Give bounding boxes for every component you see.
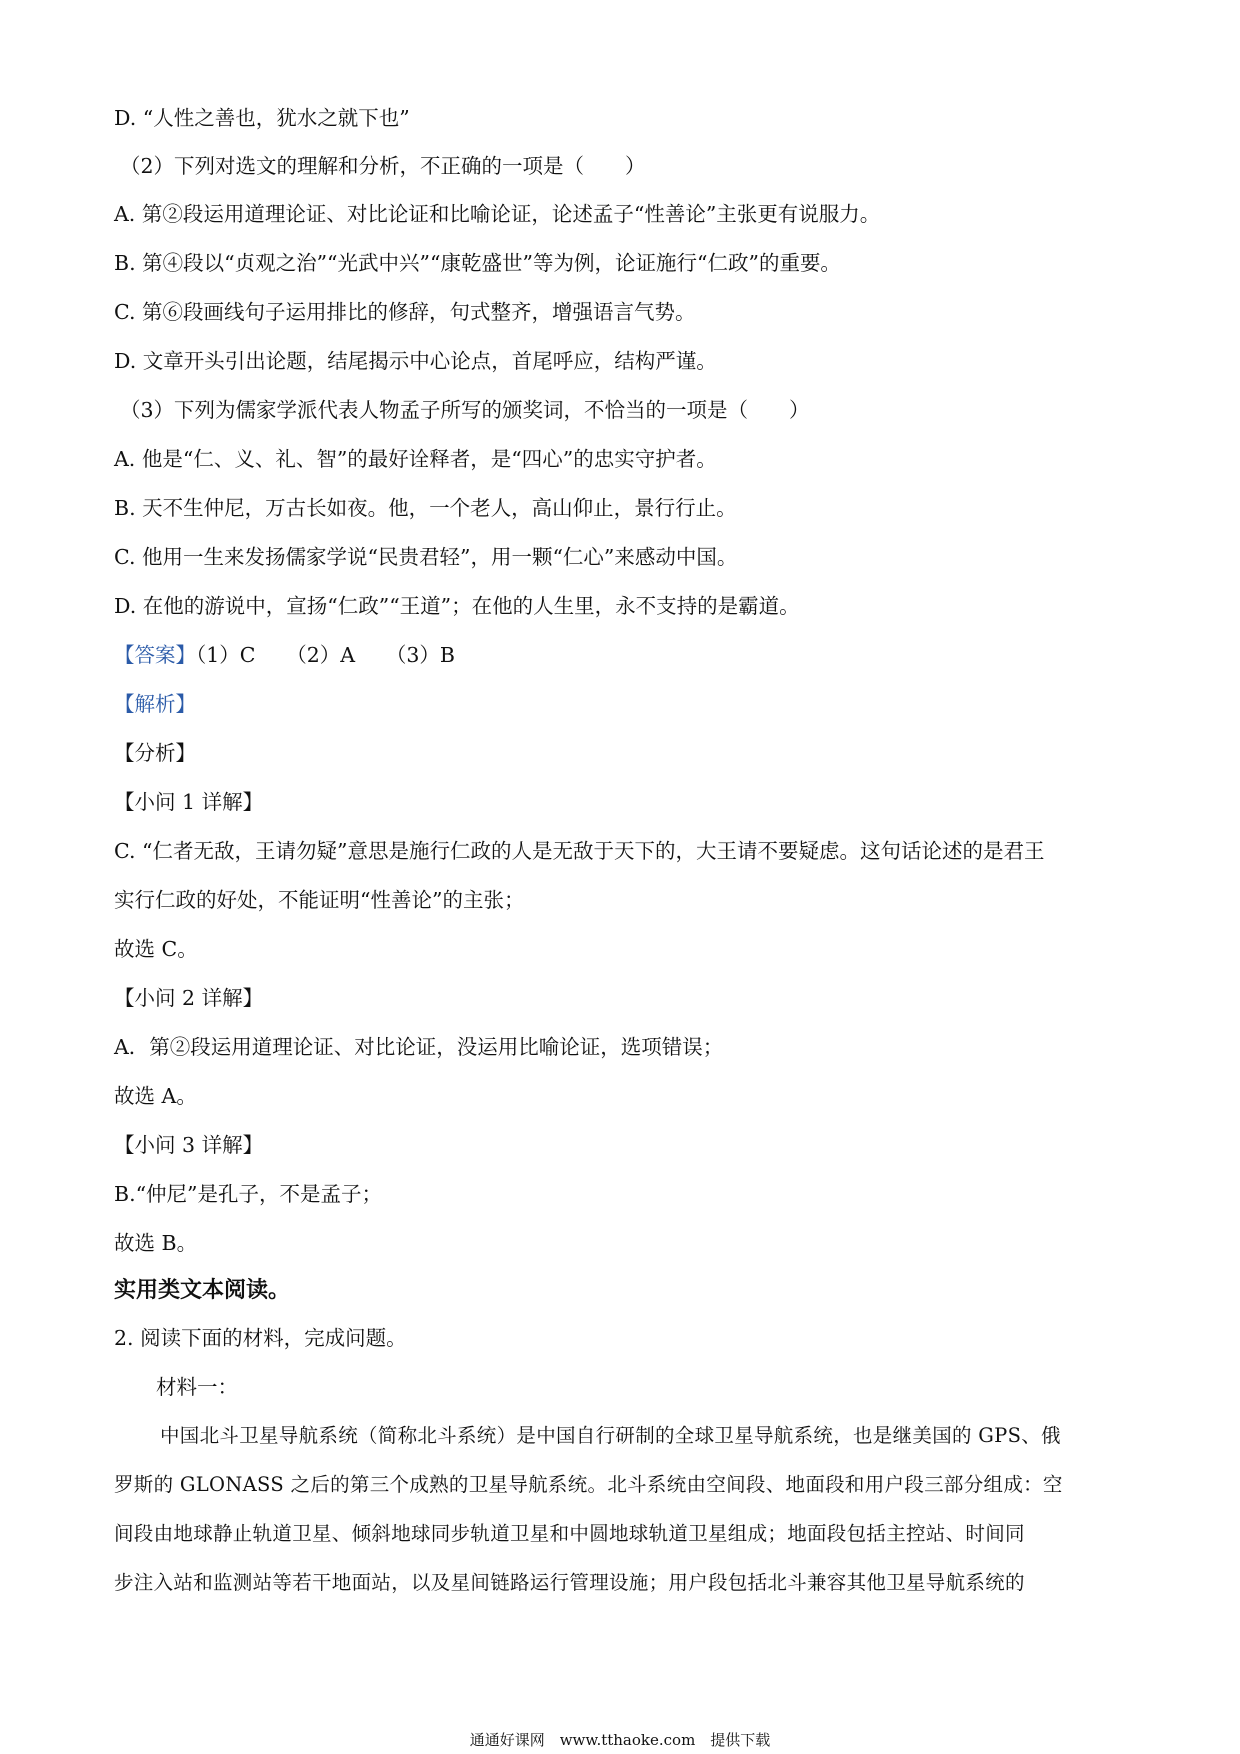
q3-stem: （3）下列为儒家学派代表人物孟子所写的颁奖词，不恰当的一项是（ ） — [120, 398, 810, 422]
q1-option-d: D. “人性之善也，犹水之就下也” — [114, 106, 410, 130]
material-line: 间段由地球静止轨道卫星、倾斜地球同步轨道卫星和中圆地球轨道卫星组成；地面段包括主控站、时间同 — [114, 1522, 1025, 1545]
answer-line — [114, 641, 1140, 669]
q2-stem: （2）下列对选文的理解和分析，不正确的一项是（ ） — [120, 154, 646, 178]
analysis-tag: 【解析】 — [114, 692, 196, 716]
material-label: 材料一： — [156, 1375, 238, 1399]
q2-option-a: A. 第②段运用道理论证、对比论证和比喻论证，论述孟子“性善论”主张更有说服力。 — [114, 202, 881, 226]
material-line: 罗斯的 GLONASS 之后的第三个成熟的卫星导航系统。北斗系统由空间段、地面段和用户段三部分组成：空 — [114, 1473, 1063, 1496]
q3-option-b: B. 天不生仲尼，万古长如夜。他，一个老人，高山仰止，景行行止。 — [114, 496, 737, 520]
material-line: 中国北斗卫星导航系统（简称北斗系统）是中国自行研制的全球卫星导航系统，也是继美国的 GPS、俄 — [160, 1424, 1061, 1447]
detail2-conclusion: 故选 A。 — [114, 1084, 197, 1108]
q3-option-c: C. 他用一生来发扬儒家学说“民贵君轻”，用一颗“仁心”来感动中国。 — [114, 545, 738, 569]
detail3-heading: 【小问 3 详解】 — [114, 1133, 264, 1157]
detail2-heading: 【小问 2 详解】 — [114, 986, 264, 1010]
q2-option-c: C. 第⑥段画线句子运用排比的修辞，句式整齐，增强语言气势。 — [114, 300, 696, 324]
footer-watermark: 通通好课网 www.tthaoke.com 提供下载 — [469, 1731, 771, 1749]
detail1-heading: 【小问 1 详解】 — [114, 790, 264, 814]
detail1-line2: 实行仁政的好处，不能证明“性善论”的主张； — [114, 888, 525, 912]
q3-option-a: A. 他是“仁、义、礼、智”的最好诠释者，是“四心”的忠实守护者。 — [114, 447, 717, 471]
answer-tag: 【答案】 — [114, 643, 196, 667]
q2-option-d: D. 文章开头引出论题，结尾揭示中心论点，首尾呼应，结构严谨。 — [114, 349, 717, 373]
question-2-stem: 2. 阅读下面的材料，完成问题。 — [114, 1326, 407, 1350]
detail3-line1: B.“仲尼”是孔子，不是孟子； — [114, 1182, 383, 1206]
q3-option-d: D. 在他的游说中，宣扬“仁政”“王道”；在他的人生里，永不支持的是霸道。 — [114, 594, 800, 618]
detail2-line1: A．第②段运用道理论证、对比论证，没运用比喻论证，选项错误； — [114, 1035, 724, 1059]
q2-option-b: B. 第④段以“贞观之治”“光武中兴”“康乾盛世”等为例，论证施行“仁政”的重要。 — [114, 251, 841, 275]
detail1-line1: C. “仁者无敌，王请勿疑”意思是施行仁政的人是无敌于天下的，大王请不要疑虑。这句话论述的是君王 — [114, 839, 1045, 863]
material-line: 步注入站和监测站等若干地面站，以及星间链路运行管理设施；用户段包括北斗兼容其他卫星导航系统的 — [114, 1571, 1025, 1594]
section-title: 实用类文本阅读。 — [114, 1278, 291, 1303]
detail3-conclusion: 故选 B。 — [114, 1231, 198, 1255]
fenxi-heading: 【分析】 — [114, 741, 196, 765]
answer-text: （1）C （2）A （3）B — [196, 643, 455, 667]
detail1-conclusion: 故选 C。 — [114, 937, 198, 961]
